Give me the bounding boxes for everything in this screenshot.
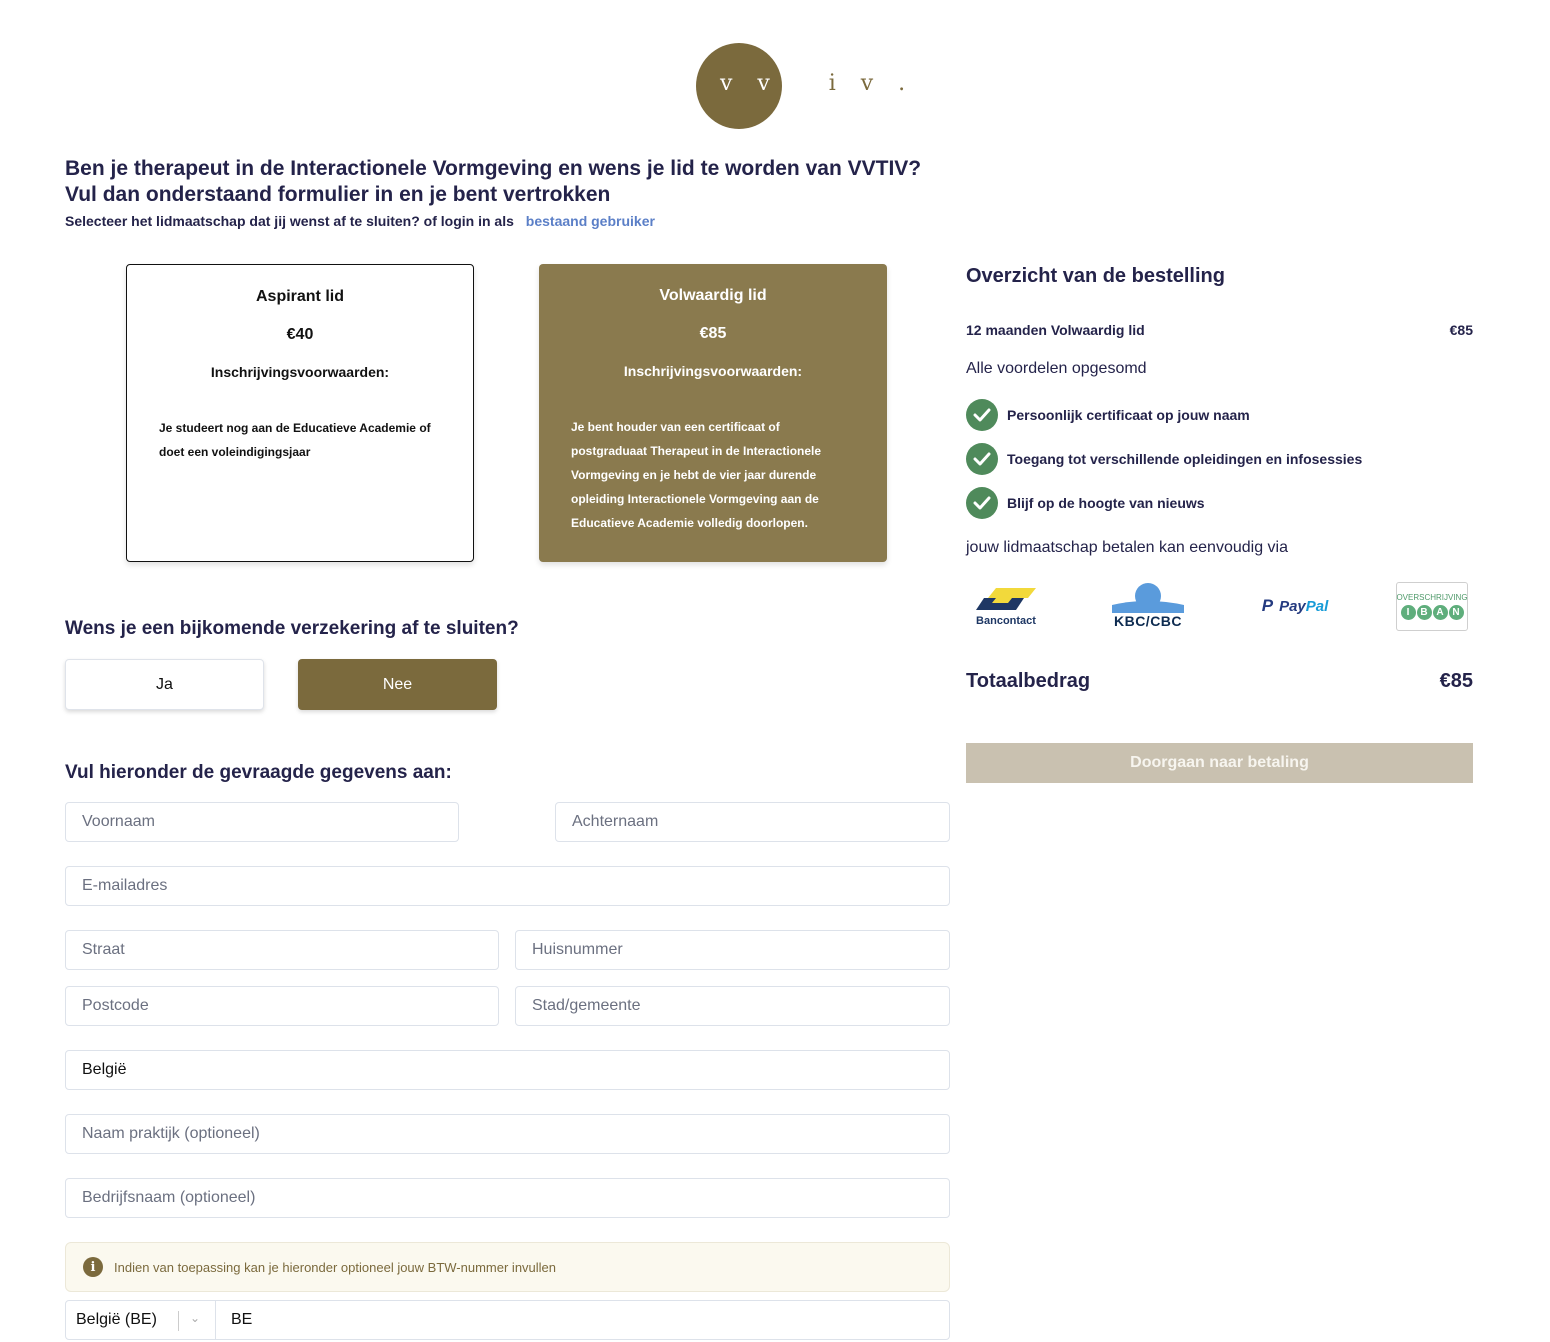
select-separator bbox=[178, 1311, 179, 1331]
benefit-item bbox=[966, 443, 1362, 475]
bancontact-label: Bancontact bbox=[976, 614, 1036, 627]
iban-letters bbox=[1401, 605, 1464, 620]
info-icon: i bbox=[83, 1257, 103, 1277]
chevron-down-icon: ⌄ bbox=[190, 1311, 201, 1325]
line-item-price: €85 bbox=[1449, 322, 1473, 338]
benefit-text: Persoonlijk certificaat op jouw naam bbox=[1007, 407, 1250, 423]
intro-subtitle bbox=[65, 213, 655, 229]
check-circle-icon bbox=[966, 399, 998, 431]
order-line-item bbox=[966, 322, 1473, 338]
check-circle-icon bbox=[966, 443, 998, 475]
vvtiv-logo[interactable] bbox=[696, 43, 915, 129]
logo-text: v v t i v . bbox=[720, 71, 915, 96]
iban-letter: N bbox=[1449, 605, 1464, 620]
plan-title: Volwaardig lid bbox=[659, 287, 767, 304]
plan-conditions-label: Inschrijvingsvoorwaarden: bbox=[623, 363, 803, 379]
vat-number-input[interactable]: BE bbox=[231, 1311, 253, 1328]
payment-intro: jouw lidmaatschap betalen kan eenvoudig via bbox=[966, 539, 1288, 556]
house-number-input[interactable]: Huisnummer bbox=[515, 930, 950, 970]
login-existing-user-link[interactable]: bestaand gebruiker bbox=[525, 213, 655, 229]
vat-number-field bbox=[65, 1300, 950, 1340]
kbc-mark-icon bbox=[1110, 583, 1186, 613]
plan-price: €85 bbox=[699, 325, 727, 342]
iban-letter: A bbox=[1433, 605, 1448, 620]
page-title-line-1: Ben je therapeut in de Interactionele Vormgeving en wens je lid te worden van VVTIV? bbox=[65, 157, 922, 180]
practice-name-input[interactable]: Naam praktijk (optioneel) bbox=[65, 1114, 950, 1154]
city-input[interactable]: Stad/gemeente bbox=[515, 986, 950, 1026]
benefit-item bbox=[966, 487, 1205, 519]
paypal-p-icon: P bbox=[1261, 596, 1274, 615]
iban-letter: I bbox=[1401, 605, 1416, 620]
first-name-input[interactable]: Voornaam bbox=[65, 802, 459, 842]
iban-top-label: OVERSCHRIJVING bbox=[1396, 593, 1468, 602]
plan-conditions-label: Inschrijvingsvoorwaarden: bbox=[210, 364, 390, 380]
paypal-logo bbox=[1250, 580, 1340, 632]
kbc-label: KBC/CBC bbox=[1113, 613, 1183, 629]
street-input[interactable]: Straat bbox=[65, 930, 499, 970]
plan-description: Je studeert nog aan de Educatieve Academie of doet een voleindigingsjaar bbox=[159, 421, 431, 459]
company-name-input[interactable]: Bedrijfsnaam (optioneel) bbox=[65, 1178, 950, 1218]
vat-info-text: Indien van toepassing kan je hieronder optioneel jouw BTW-nummer invullen bbox=[114, 1259, 557, 1275]
postcode-input[interactable]: Postcode bbox=[65, 986, 499, 1026]
paypal-pal-text: Pal bbox=[1305, 597, 1329, 615]
plan-description: Je bent houder van een certificaat of postgraduaat Therapeut in de Interactionele Vormgeving en je hebt de vier jaar durende opleiding Interactionele Vormgeving aan de Educatieve Academie volledig doorlopen. bbox=[571, 420, 822, 530]
country-input[interactable]: België bbox=[65, 1050, 950, 1090]
kbc-logo bbox=[1108, 580, 1188, 632]
iban-letter: B bbox=[1417, 605, 1432, 620]
benefits-heading: Alle voordelen opgesomd bbox=[966, 360, 1147, 377]
plan-card-aspirant[interactable] bbox=[126, 264, 474, 562]
plan-price: €40 bbox=[286, 326, 314, 343]
email-input[interactable]: E-mailadres bbox=[65, 866, 950, 906]
iban-transfer-logo bbox=[1396, 582, 1468, 631]
insurance-question: Wens je een bijkomende verzekering af te sluiten? bbox=[65, 618, 519, 639]
plan-card-volwaardig[interactable] bbox=[539, 264, 887, 562]
intro-subtitle-text: Selecteer het lidmaatschap dat jij wenst af te sluiten? of login in als bbox=[65, 213, 514, 229]
benefit-text: Toegang tot verschillende opleidingen en infosessies bbox=[1007, 451, 1363, 467]
order-summary-title: Overzicht van de bestelling bbox=[966, 265, 1225, 287]
insurance-yes-button[interactable]: Ja bbox=[65, 659, 264, 710]
benefit-item bbox=[966, 399, 1250, 431]
bancontact-logo bbox=[970, 580, 1042, 632]
plan-title: Aspirant lid bbox=[255, 288, 344, 305]
form-title: Vul hieronder de gevraagde gegevens aan: bbox=[65, 762, 452, 783]
benefit-text: Blijf op de hoogte van nieuws bbox=[1007, 495, 1205, 511]
page-title-line-2: Vul dan onderstaand formulier in en je bent vertrokken bbox=[65, 183, 611, 206]
line-item-label: 12 maanden Volwaardig lid bbox=[966, 322, 1145, 338]
total-label: Totaalbedrag bbox=[966, 670, 1091, 692]
insurance-no-button[interactable]: Nee bbox=[298, 659, 497, 710]
vat-country-value: België (BE) bbox=[76, 1311, 157, 1328]
proceed-to-payment-button[interactable]: Doorgaan naar betaling bbox=[966, 743, 1473, 783]
bancontact-mark-icon bbox=[974, 586, 1038, 612]
vat-country-select[interactable] bbox=[66, 1301, 216, 1339]
check-circle-icon bbox=[966, 487, 998, 519]
paypal-pay-text: Pay bbox=[1279, 597, 1306, 615]
last-name-input[interactable]: Achternaam bbox=[555, 802, 950, 842]
order-total bbox=[966, 670, 1473, 693]
vat-info-alert bbox=[65, 1242, 950, 1292]
page-title bbox=[65, 156, 945, 208]
total-value: €85 bbox=[1439, 670, 1473, 692]
